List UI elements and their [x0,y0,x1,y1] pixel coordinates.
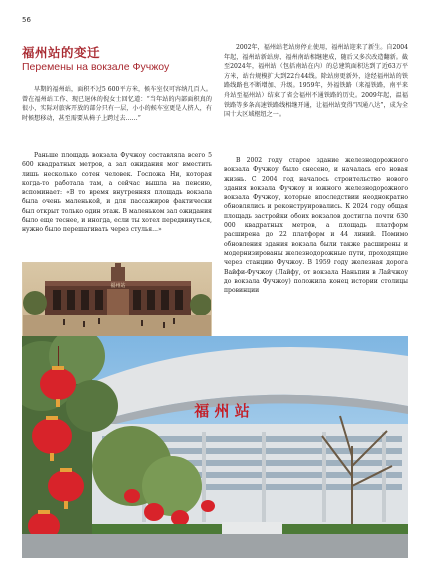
right-paragraph-chinese: 2002年，福州站老站房停止使用，福州站迎来了新生。自2004年起，福州站新站房、福州南站相继建成，随后又多次改造翻新。截至2024年，福州站（包括南站在内）的总建筑面积达到了近63万平方米，站台规模扩大到22台44线。除站房更新外，途经福州站的铁路线路也不断增加、升级。1959年，外福铁路（来福铁路，南平来舟站至福州站）结束了省会福州不通铁路的历史。2009年起，温福铁路等多条高速铁路线相继开通，让福州站变得“四通八达”，成为全国十大区域枢纽之一。 [224,44,408,119]
modern-station-photo [22,336,408,558]
article-title-russian: Перемены на вокзале Фучжоу [22,61,170,73]
left-paragraph-russian: Раньше площадь вокзала Фучжоу составляла всего 5 600 квадратных метров, а зал ожидания мог вместить лишь несколько сотен человек. Госпожа Ни, которая когда-то работала там, а сейчас вышла на пенсию, вспоминает: «В то время внутренняя площадь вокзала была очень маленькой, и для пассажиров фактически был открыт только один этаж. В маленьком зал ожидания было еще теснее, и иногда, если ты хотел передвинуться, нужно было перешагивать через стулья...» [22,152,212,234]
left-paragraph-chinese: 早期的福州站，面积不过5 600平方米，候车室仅可容纳几百人。曾在福州站工作、现已退休的倪女士回忆道：“当年站的内部面积真的很小，实际对旅客开放的部分只有一层，小小的候车室更是人挤人，有时候想移动，甚至需要从椅子上跨过去……” [22,86,212,122]
right-paragraph-russian: В 2002 году старое здание железнодорожного вокзала Фучжоу было снесено, и началась его новая жизнь. С 2004 год началось строительство нового здания вокзала Фучжоу и южного железнодорожного вокзала Фучжоу, которые впоследствии неоднократно обновлялись и реконструировались. К 2024 году общая площадь застройки обоих вокзалов достигла почти 630 000 квадратных метров, а площадь платформ расширена до 22 платформ и 44 линий. Помимо обновления здания вокзала были также расширены и модернизированы железнодорожные пути, проходящие через станцию Фучжоу. В 1959 году железная дорога Вайфи-Фучжоу (Лайфу, от вокзала Наньпин в Лайчжоу до вокзала Фучжоу) положила конец истории столицы провинции [224,157,408,295]
page-number: 56 [22,16,31,24]
article-title-chinese: 福州站的变迁 [22,45,101,60]
old-station-sign: 福州站 [110,283,126,289]
station-sign: 福 州 站 [194,402,250,420]
old-station-photo [22,262,212,342]
